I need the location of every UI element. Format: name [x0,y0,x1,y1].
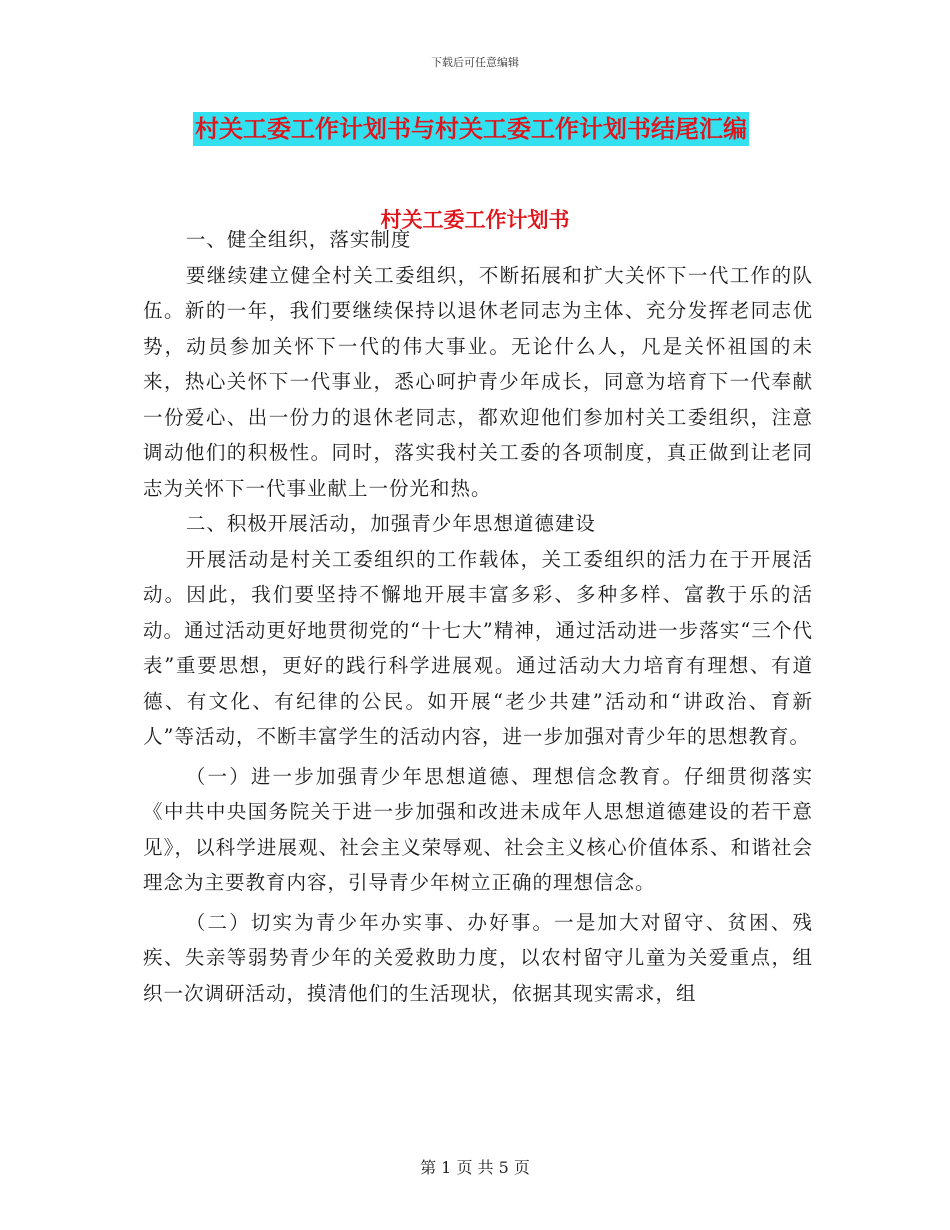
page-number: 第 1 页 共 5 页 [420,1158,530,1177]
section-title: 村关工委工作计划书 [380,207,570,232]
body-paragraph: 要继续建立健全村关工委组织，不断拓展和扩大关怀下一代工作的队伍。新的一年，我们要继续保持以退休老同志为主体、充分发挥老同志优势，动员参加关怀下一代的伟大事业。无论什么人，凡是关怀祖国的未来，热心关怀下一代事业，悉心呵护青少年成长，同意为培育下一代奉献一份爱心、出一份力的退休老同志，都欢迎他们参加村关工委组织，注意调动他们的积极性。同时，落实我村关工委的各项制度，真正做到让老同志为关怀下一代事业献上一份光和热。 [143,263,813,500]
document-body [143,222,813,1011]
body-paragraph: 开展活动是村关工委组织的工作载体，关工委组织的活力在于开展活动。因此，我们要坚持不懈地开展丰富多彩、多种多样、富教于乐的活动。通过活动更好地贯彻党的“十七大”精神，通过活动进一步落实“三个代表”重要思想，更好的践行科学进展观。通过活动大力培育有理想、有道德、有文化、有纪律的公民。如开展“老少共建”活动和“讲政治、育新人”等活动，不断丰富学生的活动内容，进一步加强对青少年的思想教育。 [143,547,813,748]
page-header-note: 下载后可任意编辑 [431,56,519,69]
document-title: 村关工委工作计划书与村关工委工作计划书结尾汇编 [193,112,749,146]
heading-2: 二、积极开展活动，加强青少年思想道德建设 [185,512,596,535]
heading-1: 一、健全组织，落实制度 [185,228,412,251]
sub-paragraph-2: （二）切实为青少年办实事、办好事。一是加大对留守、贫困、残疾、失亲等弱势青少年的关爱救助力度，以农村留守儿童为关爱重点，组织一次调研活动，摸清他们的生活现状，依据其现实需求，组 [143,910,813,1005]
sub-paragraph-1: （一）进一步加强青少年思想道德、理想信念教育。仔细贯彻落实《中共中央国务院关于进一步加强和改进未成年人思想道德建设的若干意见》，以科学进展观、社会主义荣辱观、社会主义核心价值体系、和谐社会理念为主要教育内容，引导青少年树立正确的理想信念。 [143,764,813,894]
